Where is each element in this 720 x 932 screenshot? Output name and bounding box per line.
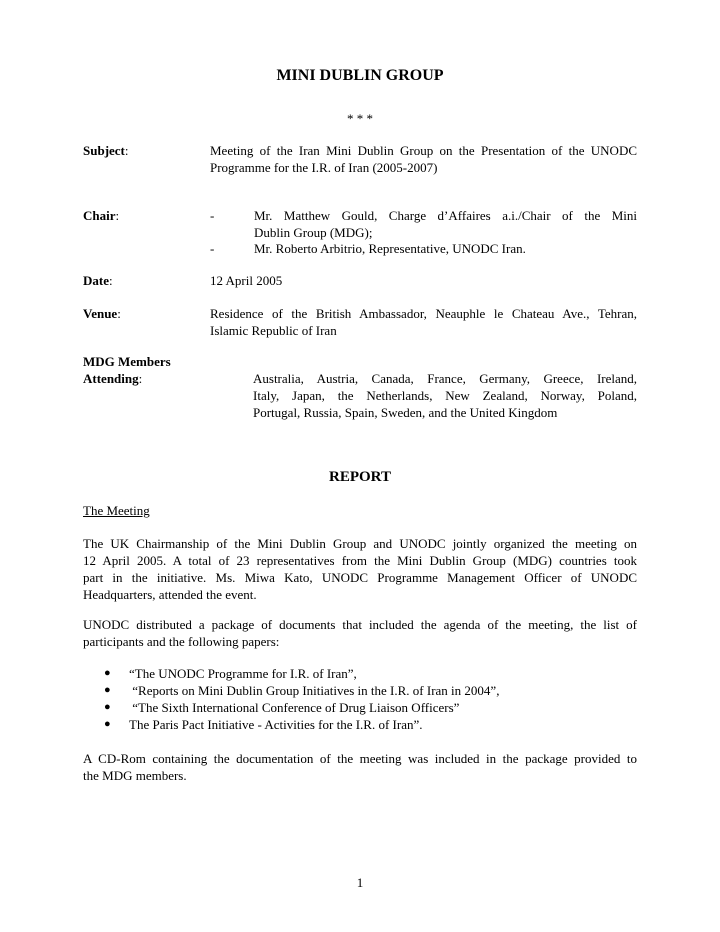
subject-line-2: Programme for the I.R. of Iran (2005-2007)	[210, 160, 438, 175]
paragraph-line: The UK Chairmanship of the Mini Dublin Group and UNODC jointly organized the meeting on	[83, 536, 637, 551]
papers-list	[83, 665, 637, 733]
paragraph-line: the MDG members.	[83, 768, 187, 783]
paragraph-1	[83, 535, 637, 603]
chair-item-line-1: Mr. Roberto Arbitrio, Representative, UNODC Iran.	[254, 241, 526, 256]
paragraph-2	[83, 616, 637, 650]
bullet-icon: ●	[104, 667, 111, 679]
chair-dash: -	[210, 241, 215, 256]
bullet-icon: ●	[104, 718, 111, 730]
members-label-line-2: Attending	[83, 371, 139, 386]
chair-item-line-2: Dublin Group (MDG);	[254, 225, 373, 240]
chair-dash: -	[210, 208, 215, 223]
members-value	[253, 370, 637, 421]
list-item-text: The Paris Pact Initiative - Activities for the I.R. of Iran”.	[129, 717, 423, 732]
bullet-icon: ●	[104, 701, 111, 713]
venue-value	[210, 305, 637, 339]
chair-item-text	[254, 240, 637, 257]
venue-line-1: Residence of the British Ambassador, Neauphle le Chateau Ave., Tehran,	[210, 306, 637, 321]
date-value: 12 April 2005	[210, 273, 283, 288]
chair-label: Chair:	[83, 208, 120, 223]
date-label: Date:	[83, 273, 113, 288]
list-item-text: “The UNODC Programme for I.R. of Iran”,	[129, 666, 357, 681]
members-label: MDG Members Attending:	[83, 354, 171, 386]
subject-label: Subject:	[83, 143, 129, 158]
list-item	[83, 699, 637, 716]
chair-item-line-1: Mr. Matthew Gould, Charge d’Affaires a.i./Chair of the Mini	[254, 208, 637, 223]
paragraph-line: part in the initiative. Ms. Miwa Kato, UNODC Programme Management Officer of UNODC	[83, 570, 637, 585]
list-item	[83, 665, 637, 682]
venue-label: Venue:	[83, 306, 121, 321]
list-item	[83, 716, 637, 733]
list-item	[83, 682, 637, 699]
paragraph-line: A CD-Rom containing the documentation of the meeting was included in the package provided to	[83, 751, 637, 766]
list-item-text: “Reports on Mini Dublin Group Initiatives in the I.R. of Iran in 2004”,	[129, 683, 500, 698]
list-item-text: “The Sixth International Conference of Drug Liaison Officers”	[129, 700, 460, 715]
chair-item-text	[254, 207, 637, 241]
members-line-1: Australia, Austria, Canada, France, Germany, Greece, Ireland,	[253, 371, 637, 386]
members-line-2: Italy, Japan, the Netherlands, New Zealand, Norway, Poland,	[253, 388, 637, 403]
title-separator: * * *	[347, 111, 373, 126]
subject-value	[210, 142, 637, 176]
subject-line-1: Meeting of the Iran Mini Dublin Group on the Presentation of the UNODC	[210, 143, 637, 158]
page-number: 1	[356, 875, 364, 890]
bullet-icon: ●	[104, 684, 111, 696]
members-line-3: Portugal, Russia, Spain, Sweden, and the United Kingdom	[253, 405, 558, 420]
paragraph-line: 12 April 2005. A total of 23 representatives from the Mini Dublin Group (MDG) countries took	[83, 553, 637, 568]
paragraph-line: Headquarters, attended the event.	[83, 587, 257, 602]
paragraph-line: UNODC distributed a package of documents that included the agenda of the meeting, the list of	[83, 617, 637, 632]
paragraph-3	[83, 750, 637, 784]
members-label-line-1: MDG Members	[83, 354, 171, 369]
venue-line-2: Islamic Republic of Iran	[210, 323, 337, 338]
section-heading: The Meeting	[83, 503, 150, 518]
report-title: REPORT	[329, 469, 391, 485]
paragraph-line: participants and the following papers:	[83, 634, 280, 649]
document-title: MINI DUBLIN GROUP	[276, 67, 444, 84]
